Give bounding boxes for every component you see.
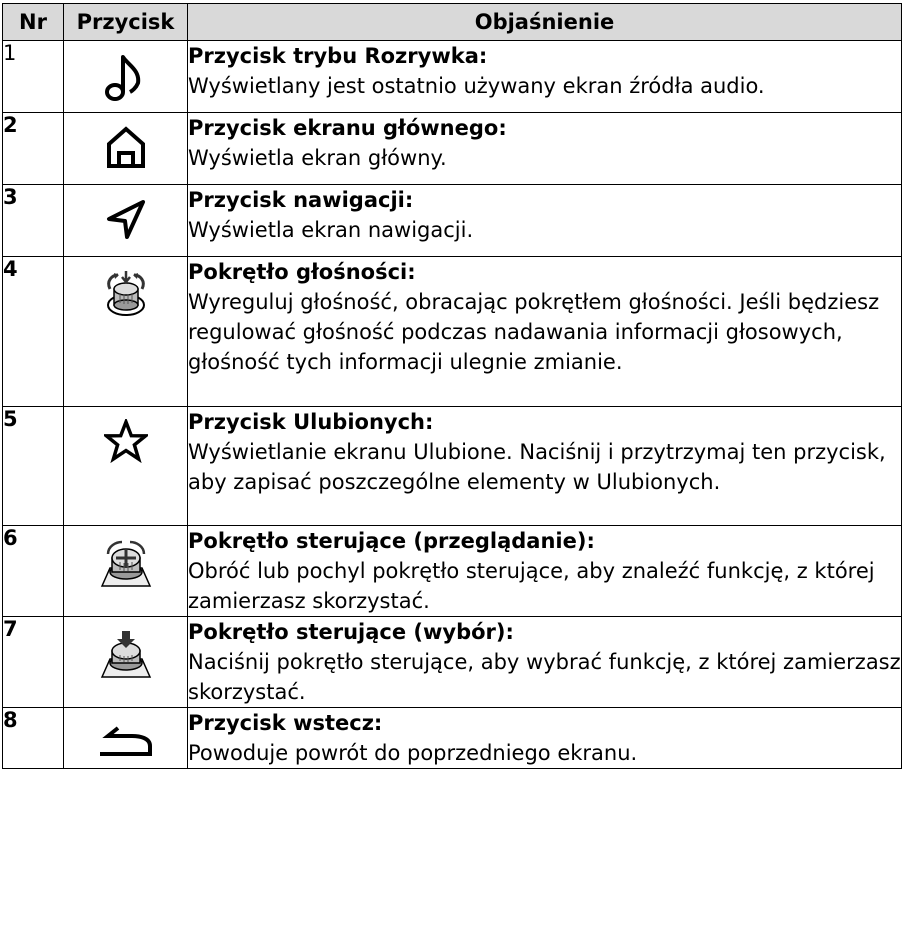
row-number: 2 [3, 113, 64, 185]
row-number: 5 [3, 407, 64, 526]
star-icon [64, 419, 187, 463]
table-row [3, 407, 902, 526]
row-description: Naciśnij pokrętło sterujące, aby wybrać funkcję, z której zamierzasz skorzystać. [188, 650, 901, 704]
row-title: Przycisk ekranu głównego: [188, 116, 507, 140]
header-nr: Nr [3, 4, 64, 41]
table-row [3, 185, 902, 257]
back-arrow-icon [64, 720, 187, 760]
music-note-icon [64, 53, 187, 103]
row-description: Obróć lub pochyl pokrętło sterujące, aby znaleźć funkcję, z której zamierzasz skorzystać. [188, 559, 875, 613]
row-title: Przycisk wstecz: [188, 711, 383, 735]
row-number: 1 [3, 41, 64, 113]
row-title: Przycisk nawigacji: [188, 188, 414, 212]
volume-knob-icon [64, 269, 187, 323]
row-description: Powoduje powrót do poprzedniego ekranu. [188, 741, 638, 765]
table-row [3, 526, 902, 617]
row-title: Pokrętło sterujące (wybór): [188, 620, 514, 644]
row-number: 3 [3, 185, 64, 257]
row-description: Wyświetlany jest ostatnio używany ekran źródła audio. [188, 74, 765, 98]
table-row [3, 257, 902, 407]
controller-browse-icon [64, 538, 187, 592]
row-title: Pokrętło głośności: [188, 260, 416, 284]
row-title: Pokrętło sterujące (przeglądanie): [188, 529, 595, 553]
row-title: Przycisk trybu Rozrywka: [188, 44, 488, 68]
row-number: 7 [3, 617, 64, 708]
table-row [3, 708, 902, 769]
row-number: 6 [3, 526, 64, 617]
table-row [3, 113, 902, 185]
home-icon [64, 125, 187, 169]
row-title: Przycisk Ulubionych: [188, 410, 434, 434]
row-description: Wyświetla ekran nawigacji. [188, 218, 474, 242]
navigation-arrow-icon [64, 197, 187, 241]
row-description: Wyświetlanie ekranu Ulubione. Naciśnij i przytrzymaj ten przycisk, aby zapisać poszczególne elementy w Ulubionych. [188, 440, 886, 494]
row-description: Wyreguluj głośność, obracając pokrętłem głośności. Jeśli będziesz regulować głośność podczas nadawania informacji głosowych, głośność tych informacji ulegnie zmianie. [188, 290, 880, 374]
table-header-row [3, 4, 902, 41]
table-row [3, 617, 902, 708]
table-row [3, 41, 902, 113]
controller-select-icon [64, 629, 187, 683]
header-button: Przycisk [64, 4, 188, 41]
controls-table [2, 3, 902, 769]
header-explanation: Objaśnienie [188, 4, 902, 41]
row-number: 8 [3, 708, 64, 769]
row-description: Wyświetla ekran główny. [188, 146, 447, 170]
row-number: 4 [3, 257, 64, 407]
